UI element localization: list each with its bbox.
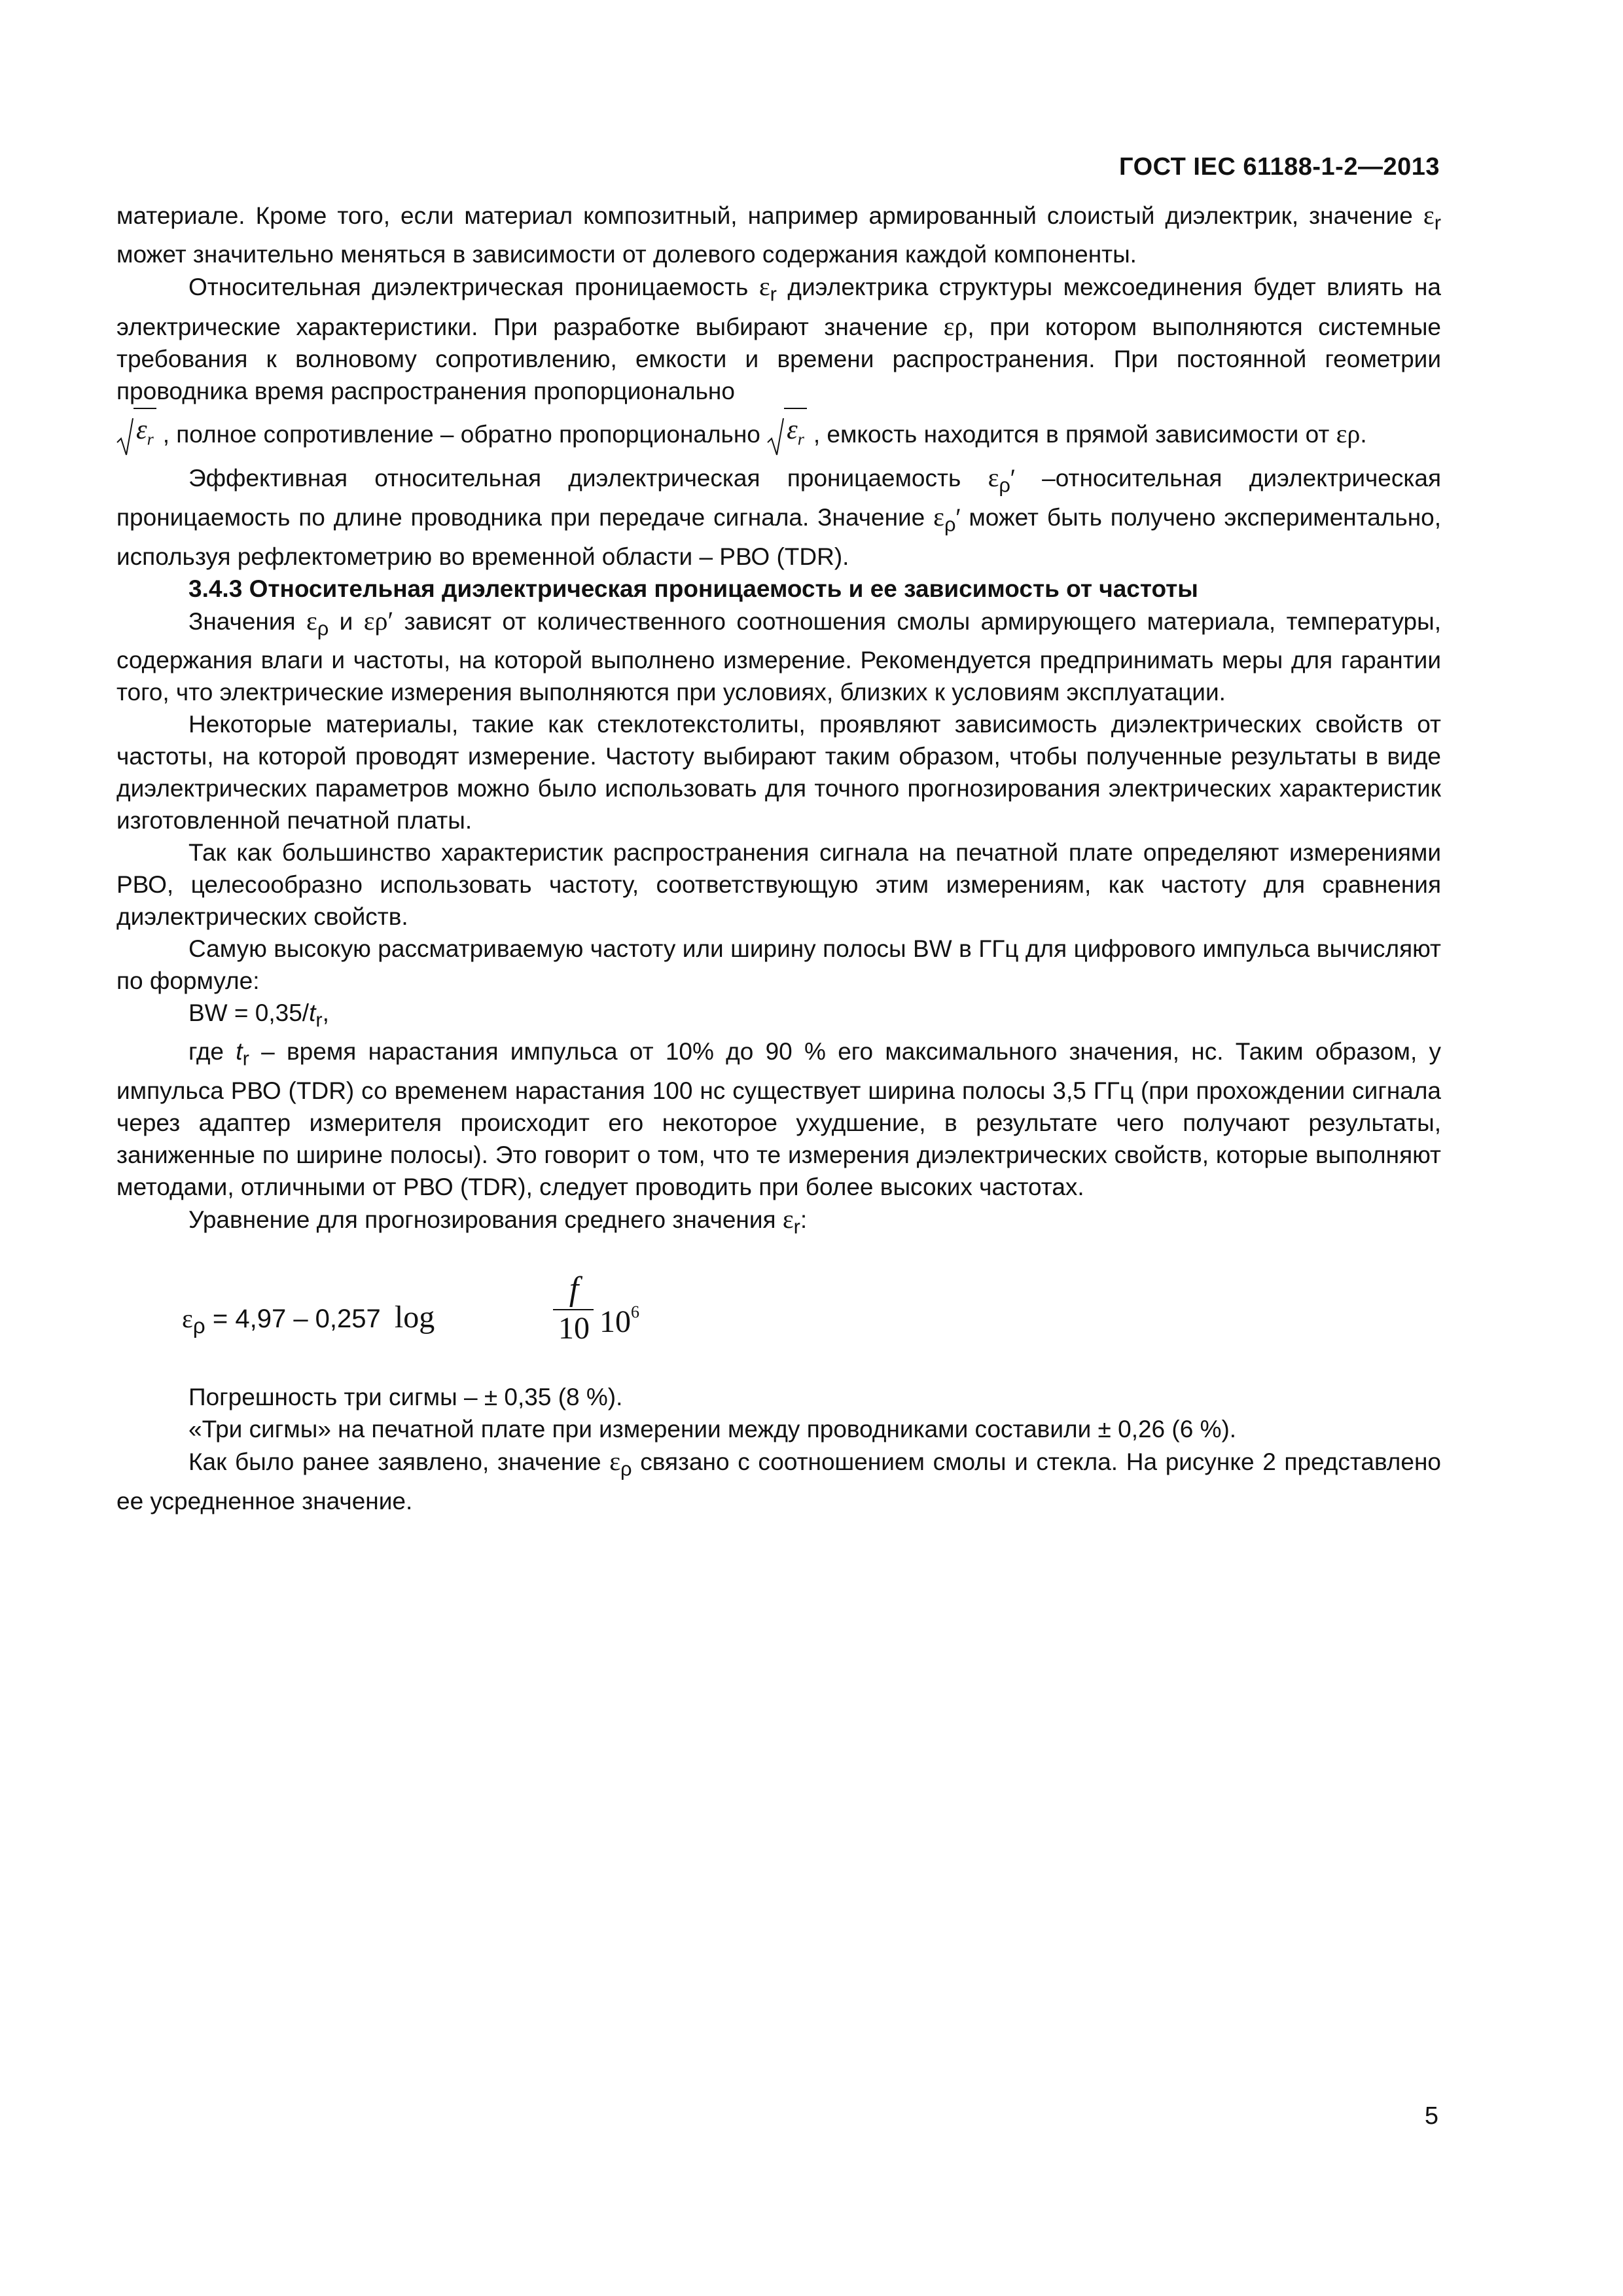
- formula-text: $\varepsilon_\rho = 4,97 - 0,257$ log: [182, 1300, 435, 1339]
- formula-fraction: f 10: [553, 1270, 595, 1347]
- paragraph-14: Как было ранее заявлено, значение $\varepsilon_\rho$ связано с соотношением смолы и стекла. На рисунке 2 представлено ее усредненное значение.: [116, 1446, 1441, 1515]
- permittivity-formula: [116, 1259, 1441, 1371]
- bandwidth-formula: BW = $0,35/t_r$,: [188, 999, 329, 1031]
- radical-sign-icon: [116, 418, 134, 457]
- page-body: [116, 199, 1441, 1517]
- paragraph-10: где $t_r$ – время нарастания импульса от 10% до 90 % его максимального значения, нс. Таким образом, у импульса РВО (TDR) со временем нарастания 100 нс существует ширина полосы 3,5 ГГц (при прохождении сигнала через адаптер измерителя происходит его некоторое ухудшение, в результате чего получают результаты, заниженные по ширине полосы). Это говорит о том, что те измерения диэлектрических свойств, которые выполняют методами, отличными от РВО (TDR), следует проводить при более высоких частотах.: [116, 1038, 1442, 1200]
- sqrt-expression: $\varepsilon_r$: [767, 408, 807, 456]
- paragraph-6: Некоторые материалы, такие как стеклотекстолиты, проявляют зависимость диэлектрических свойств от частоты, на которой проводят измерение. Частоту выбирают таким образом, чтобы полученные результаты в виде диэлектрических параметров можно было использовать для точного прогнозирования электрических характеристик изготовленной печатной платы.: [116, 710, 1441, 834]
- sqrt-expression: $\varepsilon_r$: [116, 408, 156, 456]
- document-header: ГОСТ IEC 61188-1-2—2013: [1119, 153, 1440, 181]
- paragraph-12: Погрешность три сигмы – ± 0,35 (8 %).: [188, 1384, 623, 1411]
- paragraph-11: Уравнение для прогнозирования среднего значения $\varepsilon_r$:: [188, 1204, 808, 1238]
- paragraph-4: Эффективная относительная диэлектрическая проницаемость $\varepsilon_\rho'$ –относительная диэлектрическая проницаемость по длине проводника при передаче сигнала. Значение $\varepsilon_\rho'$ может быть получено экспериментально, используя рефлектометрию во временной области – РВО (TDR).: [116, 462, 1441, 570]
- formula-power: $10^6$: [599, 1302, 639, 1340]
- paragraph-2: Относительная диэлектрическая проницаемость $\varepsilon_r$ диэлектрика структуры межсоединения будет влиять на электрические характеристики. При разработке выбирают значение ερ, при котором выполняются системные требования к волновому сопротивлению, емкости и времени распространения. При постоянной геометрии проводника время распространения пропорционально: [116, 272, 1441, 404]
- radical-sign-icon: [767, 418, 784, 457]
- paragraph-13: «Три сигмы» на печатной плате при измерении между проводниками составили ± 0,26 (6 %).: [188, 1416, 1237, 1443]
- section-heading: 3.4.3 Относительная диэлектрическая проницаемость и ее зависимость от частоты: [188, 575, 1198, 602]
- page-number: 5: [1424, 2102, 1438, 2130]
- paragraph-8: Самую высокую рассматриваемую частоту или ширину полосы BW в ГГц для цифрового импульса вычисляют по формуле:: [116, 935, 1441, 994]
- paragraph-1: материале. Кроме того, если материал композитный, например армированный слоистый диэлектрик, значение $\varepsilon_r$ может значительно меняться в зависимости от долевого содержания каждой компоненты.: [116, 200, 1441, 268]
- paragraph-5: Значения $\varepsilon_\rho$ и ερ′ зависят от количественного соотношения смолы армирующего материала, температуры, содержания влаги и частоты, на которой выполнено измерение. Рекомендуется предпринимать меры для гарантии того, что электрические измерения выполняются при условиях, близких к условиям эксплуатации.: [116, 605, 1441, 706]
- paragraph-3: $\varepsilon_r$ , полное сопротивление – обратно пропорционально $\varepsilon_r$ , емкость находится в прямой зависимости от ερ.: [116, 407, 1441, 461]
- paragraph-7: Так как большинство характеристик распространения сигнала на печатной плате определяют измерениями РВО, целесообразно использовать частоту, соответствующую этим измерениям, как частоту для сравнения диэлектрических свойств.: [116, 838, 1441, 930]
